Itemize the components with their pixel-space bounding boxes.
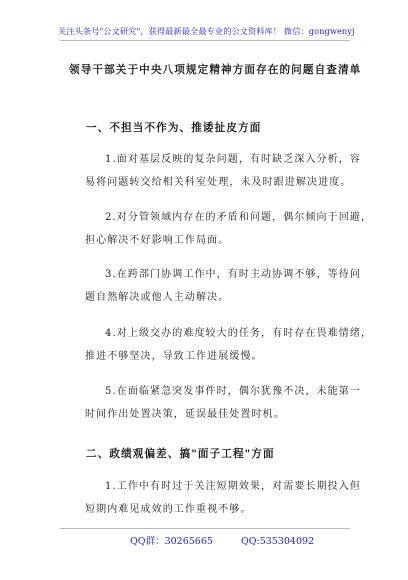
footer-divider: [60, 528, 350, 529]
paragraph-line: 担心解决不好影响工作局面。: [85, 235, 230, 246]
paragraph-line: 时间作出处置决策，延误最佳处置时机。: [85, 409, 285, 420]
footer-contact: [130, 533, 342, 547]
footer-qq-group: QQ群：30265665: [130, 536, 213, 547]
section-heading-2: 二、政绩观偏差、搞"面子工程"方面: [86, 448, 275, 460]
paragraph-line: 易将问题转交给相关科室处理，未及时跟进解决进度。: [85, 177, 352, 188]
paragraph-item: [85, 263, 361, 309]
paragraph-line: 1.工作中有时过于关注短期效果，对需要长期投入但: [105, 481, 361, 492]
paragraph-line: 5.在面临紧急突发事件时，偶尔犹豫不决，未能第一: [105, 386, 361, 397]
document-title: 领导干部关于中央八项规定精神方面存在的问题自查清单: [69, 64, 362, 76]
paragraph-line: 题自然解决或他人主动解决。: [85, 292, 230, 303]
section-heading-1: 一、不担当不作为、推诿扯皮方面: [86, 122, 262, 134]
paragraph-line: 4.对上级交办的难度较大的任务，有时存在畏难情绪，: [105, 328, 373, 339]
paragraph-line: 短期内难见成效的工作重视不够。: [85, 504, 252, 515]
paragraph-item: [85, 380, 361, 426]
paragraph-line: 推进不够坚决，导致工作进展缓慢。: [85, 351, 263, 362]
paragraph-item: [85, 475, 361, 521]
paragraph-item: [85, 206, 373, 252]
paragraph-item: [85, 322, 373, 368]
header-divider: [60, 40, 350, 41]
paragraph-item: [85, 148, 361, 194]
footer-qq-number: QQ:535304092: [240, 536, 315, 547]
paragraph-line: 1.面对基层反映的复杂问题，有时缺乏深入分析，容: [105, 154, 361, 165]
paragraph-line: 2.对分管领域内存在的矛盾和问题，偶尔倾向于回避，: [105, 212, 373, 223]
header-banner: 关注头条号"公文研究"，获得最新最全最专业的公文资料库！ 微信：gongwenyj: [58, 26, 355, 36]
paragraph-line: 3.在跨部门协调工作中，有时主动协调不够，等待问: [105, 269, 361, 280]
